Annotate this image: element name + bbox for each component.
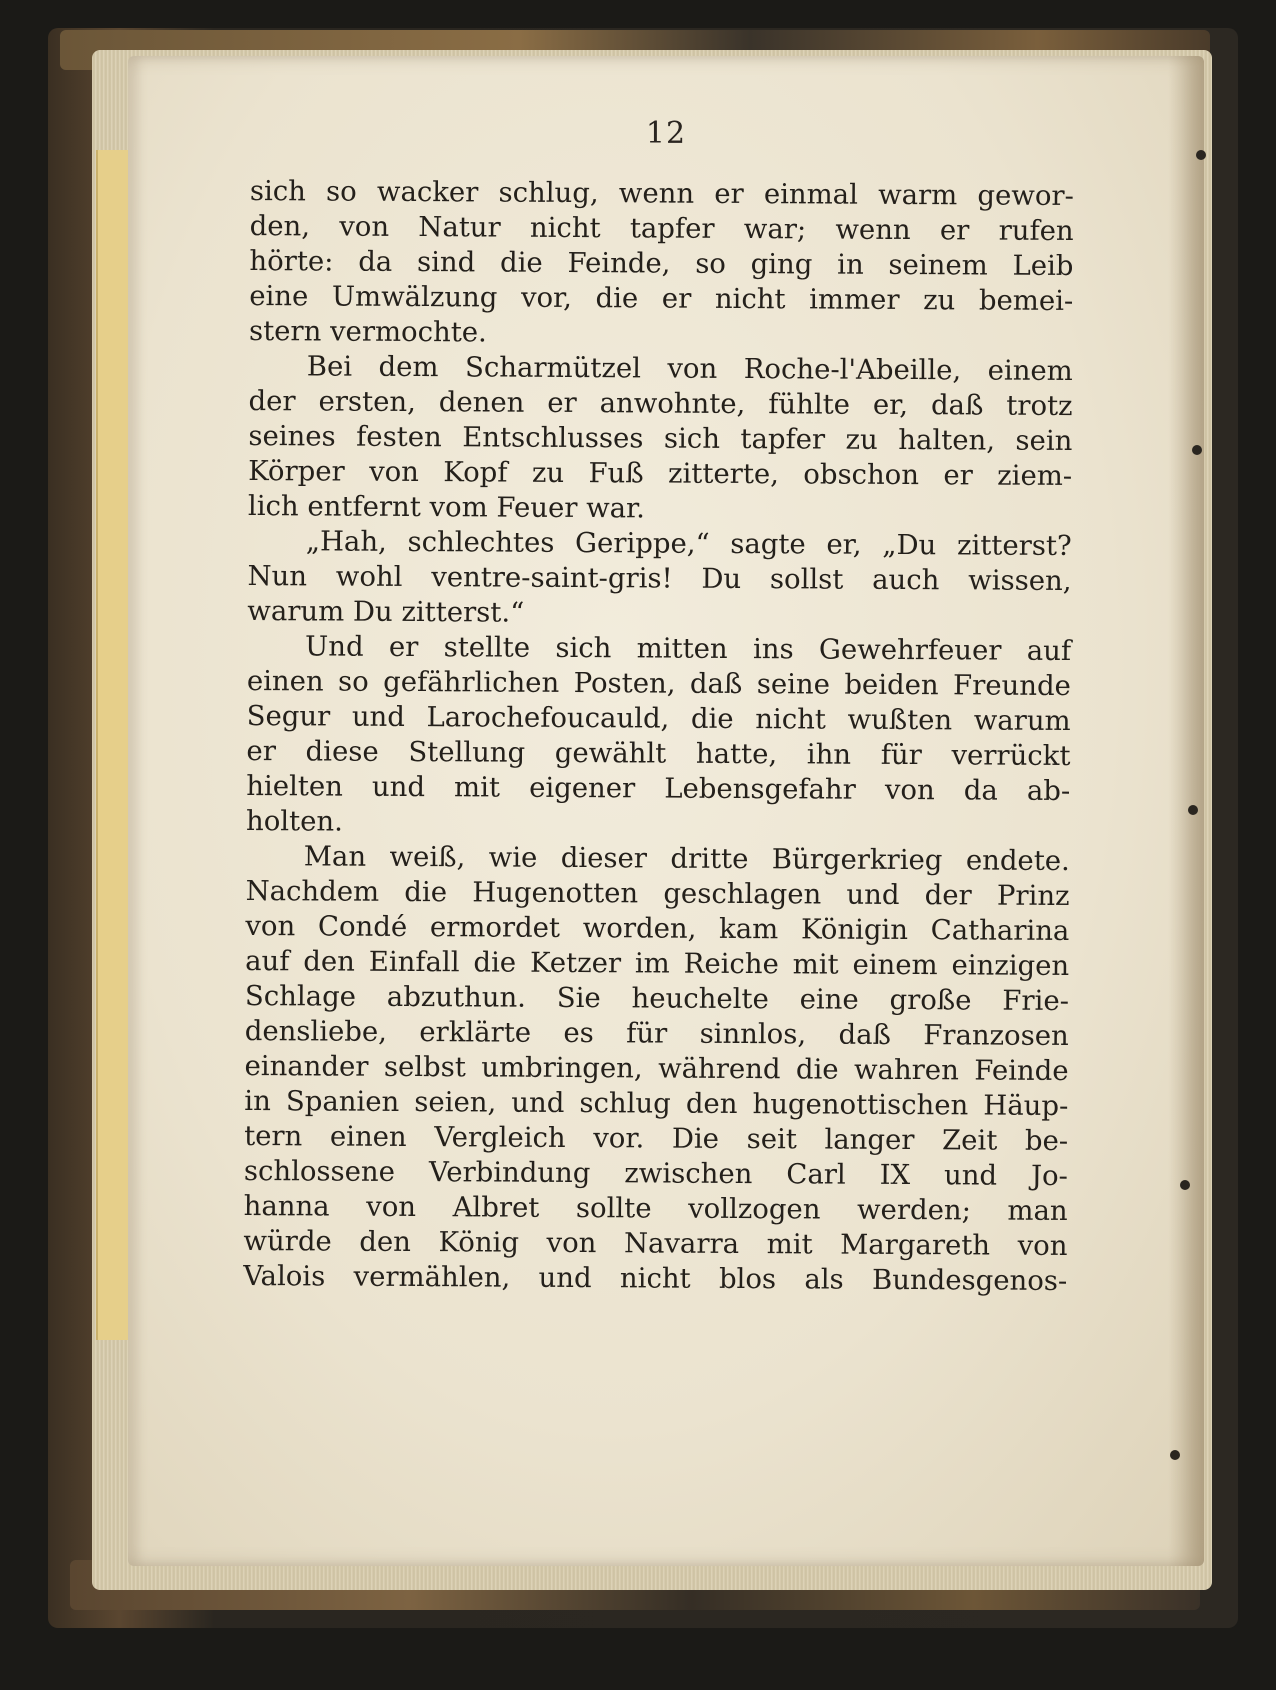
text-line: Und er stellte sich mitten ins Gewehrfeuer auf: [305, 630, 1072, 668]
text-line: Körper von Kopf zu Fuß zitterte, obschon er ziem-: [248, 454, 1073, 493]
binding-pin-mark: [1170, 1450, 1180, 1460]
page-number: 12: [645, 116, 687, 151]
text-line: hielten und mit eigener Lebensgefahr von da ab-: [246, 769, 1071, 808]
text-line: stern vermochte.: [248, 314, 487, 349]
text-line: einen so gefährlichen Posten, daß seine beiden Freunde: [246, 664, 1071, 703]
text-line: Nun wohl ventre-saint-gris! Du sollst auch wissen,: [247, 559, 1072, 598]
text-line: „Hah, schlechtes Gerippe,“ sagte er, „Du zitterst?: [305, 525, 1072, 563]
text-line: tern einen Vergleich vor. Die seit langer Zeit be-: [244, 1119, 1069, 1158]
text-line: holten.: [245, 804, 343, 838]
text-line: Valois vermählen, und nicht blos als Bundesgenos-: [243, 1259, 1068, 1298]
text-line: Man weiß, wie dieser dritte Bürgerkrieg endete.: [303, 840, 1070, 878]
binding-pin-mark: [1180, 1180, 1190, 1190]
text-line: sich so wacker schlug, wenn er einmal warm gewor-: [249, 174, 1074, 213]
text-line: von Condé ermordet worden, kam Königin Catharina: [245, 909, 1070, 948]
text-line: Schlage abzuthun. Sie heuchelte eine große Frie-: [244, 979, 1070, 1018]
text-line: den, von Natur nicht tapfer war; wenn er rufen: [249, 209, 1074, 248]
text-line: seines festen Entschlusses sich tapfer zu halten, sein: [248, 419, 1073, 458]
text-line: eine Umwälzung vor, die er nicht immer zu bemei-: [249, 279, 1074, 318]
text-line: Bei dem Scharmützel von Roche-l'Abeille, einem: [306, 350, 1073, 388]
text-line: schlossene Verbindung zwischen Carl IX und Jo-: [243, 1154, 1068, 1193]
text-line: densliebe, erklärte es für sinnlos, daß Franzosen: [244, 1014, 1069, 1053]
text-line: hanna von Albret sollte vollzogen werden; man: [243, 1189, 1068, 1228]
text-line: einander selbst umbringen, während die wahren Feinde: [244, 1049, 1069, 1088]
text-line: der ersten, denen er anwohnte, fühlte er, daß trotz: [248, 384, 1073, 423]
text-line: in Spanien seien, und schlug den hugenottischen Häup-: [244, 1084, 1069, 1123]
binding-pin-mark: [1196, 150, 1206, 160]
text-line: hörte: da sind die Feinde, so ging in seinem Leib: [249, 244, 1074, 283]
text-line: auf den Einfall die Ketzer im Reiche mit einem einzigen: [245, 944, 1070, 983]
text-line: er diese Stellung gewählt hatte, ihn für verrückt: [246, 734, 1071, 773]
binding-pin-mark: [1192, 445, 1202, 455]
text-line: Nachdem die Hugenotten geschlagen und der Prinz: [245, 874, 1070, 913]
page-gutter-shadow: [1168, 56, 1204, 1566]
text-line: lich entfernt vom Feuer war.: [247, 489, 646, 525]
binding-pin-mark: [1188, 805, 1198, 815]
page: [128, 56, 1204, 1566]
text-line: Segur und Larochefoucauld, die nicht wußten warum: [246, 699, 1071, 738]
text-line: würde den König von Navarra mit Margareth von: [243, 1224, 1068, 1263]
text-line: warum Du zitterst.“: [247, 594, 525, 629]
body-text: [243, 174, 1074, 1299]
